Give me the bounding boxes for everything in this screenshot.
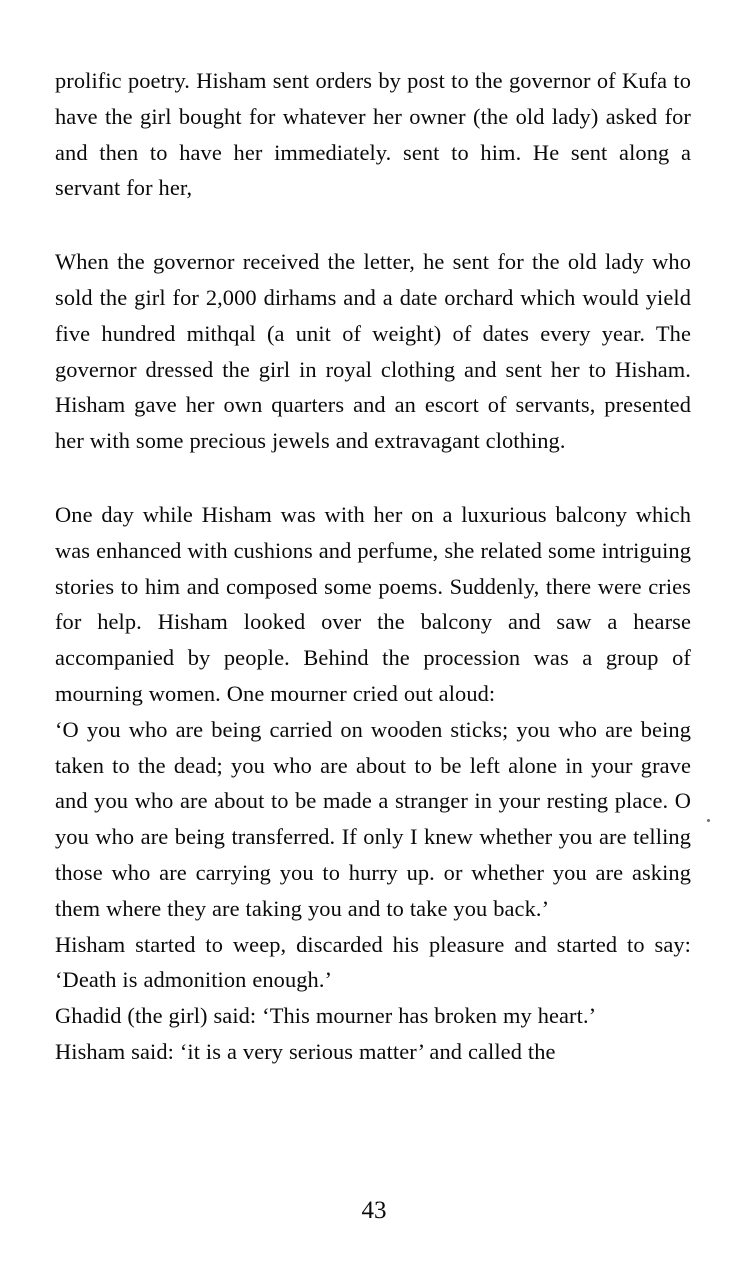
body-text-column: [55, 63, 691, 1070]
paragraph-mourner-quote: ‘O you who are being carried on wooden sticks; you who are being taken to the dead; you who are about to be left alone in your grave and you who are about to be made a stranger in your resting place. O you who are being transferred. If only I knew whether you are telling those who are carrying you to hurry up. or whether you are asking them where they are taking you and to take you back.’: [55, 716, 691, 921]
paragraph-hisham-speech: Hisham said: ‘it is a very serious matter’ and called the: [55, 1038, 556, 1064]
scan-artifact-speck: [707, 819, 710, 822]
page-number: 43: [361, 1197, 387, 1224]
paragraph-1: prolific poetry. Hisham sent orders by post to the governor of Kufa to have the girl bought for whatever her owner (the old lady) asked for and then to have her immediately. sent to him. He sent along a servant for her,: [55, 68, 691, 201]
paragraph-ghadid-speech: Ghadid (the girl) said: ‘This mourner has broken my heart.’: [55, 1003, 597, 1029]
paragraph-2: When the governor received the letter, he sent for the old lady who sold the girl for 2,000 dirhams and a date orchard which would yield five hundred mithqal (a unit of weight) of dates every year. The governor dressed the girl in royal clothing and sent her to Hisham. Hisham gave her own quarters and an escort of servants, presented her with some precious jewels and extravagant clothing.: [55, 249, 691, 454]
paragraph-hisham-weeps: Hisham started to weep, discarded his pleasure and started to say: ‘Death is admonition enough.’: [55, 931, 691, 993]
paragraph-3: One day while Hisham was with her on a luxurious balcony which was enhanced with cushions and perfume, she related some intriguing stories to him and composed some poems. Suddenly, there were cries for help. Hisham looked over the balcony and saw a hearse accompanied by people. Behind the procession was a group of mourning women. One mourner cried out aloud:: [55, 501, 691, 706]
